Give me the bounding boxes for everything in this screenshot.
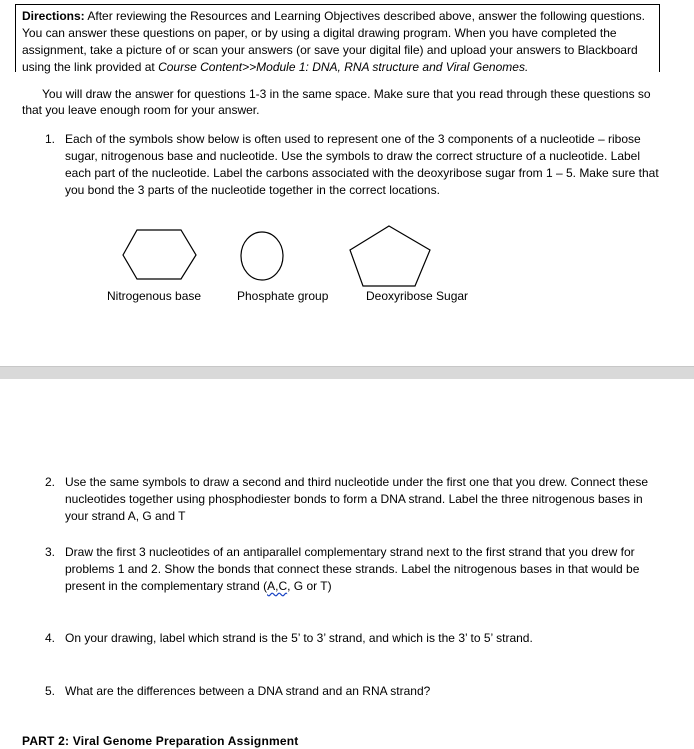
hexagon-symbol <box>123 230 196 279</box>
nucleotide-symbols <box>0 215 694 295</box>
page-1 <box>0 0 694 366</box>
question-number: 4. <box>45 631 56 645</box>
question-text: What are the differences between a DNA strand and an RNA strand? <box>65 684 431 698</box>
directions-label: Directions: <box>22 9 85 23</box>
question-text: Use the same symbols to draw a second and third nucleotide under the first one that you drew. Connect these nucleotides together using phosphodiester bonds to form a DNA strand. Label the three nitrogenous bases in your strand A, G and T <box>65 475 649 523</box>
spellcheck-flagged-text: A,C <box>267 579 288 593</box>
intro-text: You will draw the answer for questions 1-3 in the same space. Make sure that you read through these questions so that you leave enough room for your answer. <box>22 87 651 117</box>
directions-box <box>15 4 660 72</box>
course-content-path: Course Content>>Module 1: DNA, RNA structure and Viral Genomes. <box>158 60 529 74</box>
question-text: Each of the symbols show below is often used to represent one of the 3 components of a nucleotide – ribose sugar, nitrogenous base and nucleotide. Use the symbols to draw the correct structure of a nucleotide. Label each part of the nucleotide. Label the carbons associated with the deoxyribose sugar from 1 – 5. Make sure that you bond the 3 parts of the nucleotide together in the correct locations. <box>65 132 659 197</box>
circle-symbol <box>241 232 283 280</box>
part-2-heading: PART 2: Viral Genome Preparation Assignment <box>22 734 299 748</box>
pentagon-label: Deoxyribose Sugar <box>366 289 469 303</box>
question-number: 2. <box>45 475 56 489</box>
question-number: 3. <box>45 545 56 559</box>
question-number: 5. <box>45 684 56 698</box>
question-text-end: , G or T) <box>287 579 332 593</box>
question-text-main: Draw the first 3 nucleotides of an antiparallel complementary strand next to the first strand that you drew for problems 1 and 2. Show the bonds that connect these strands. Label the nitrogenous bases in that would be present in the complementary strand ( <box>65 545 640 593</box>
question-text <box>65 544 660 595</box>
directions-text: After reviewing the Resources and Learning Objectives described above, answer the following questions. You can answer these questions on paper, or by using a digital drawing program. When you have completed the assignment, take a picture of or scan your answers (or save your digital file) and upload your answers to Blackboard using the link provided at <box>22 9 646 74</box>
hexagon-label: Nitrogenous base <box>107 289 202 303</box>
question-number: 1. <box>45 132 56 146</box>
pentagon-symbol <box>350 226 430 286</box>
circle-label: Phosphate group <box>237 289 329 303</box>
question-text: On your drawing, label which strand is the 5’ to 3’ strand, and which is the 3’ to 5’ strand. <box>65 631 533 645</box>
page-break <box>0 366 694 380</box>
intro-paragraph <box>22 86 662 118</box>
